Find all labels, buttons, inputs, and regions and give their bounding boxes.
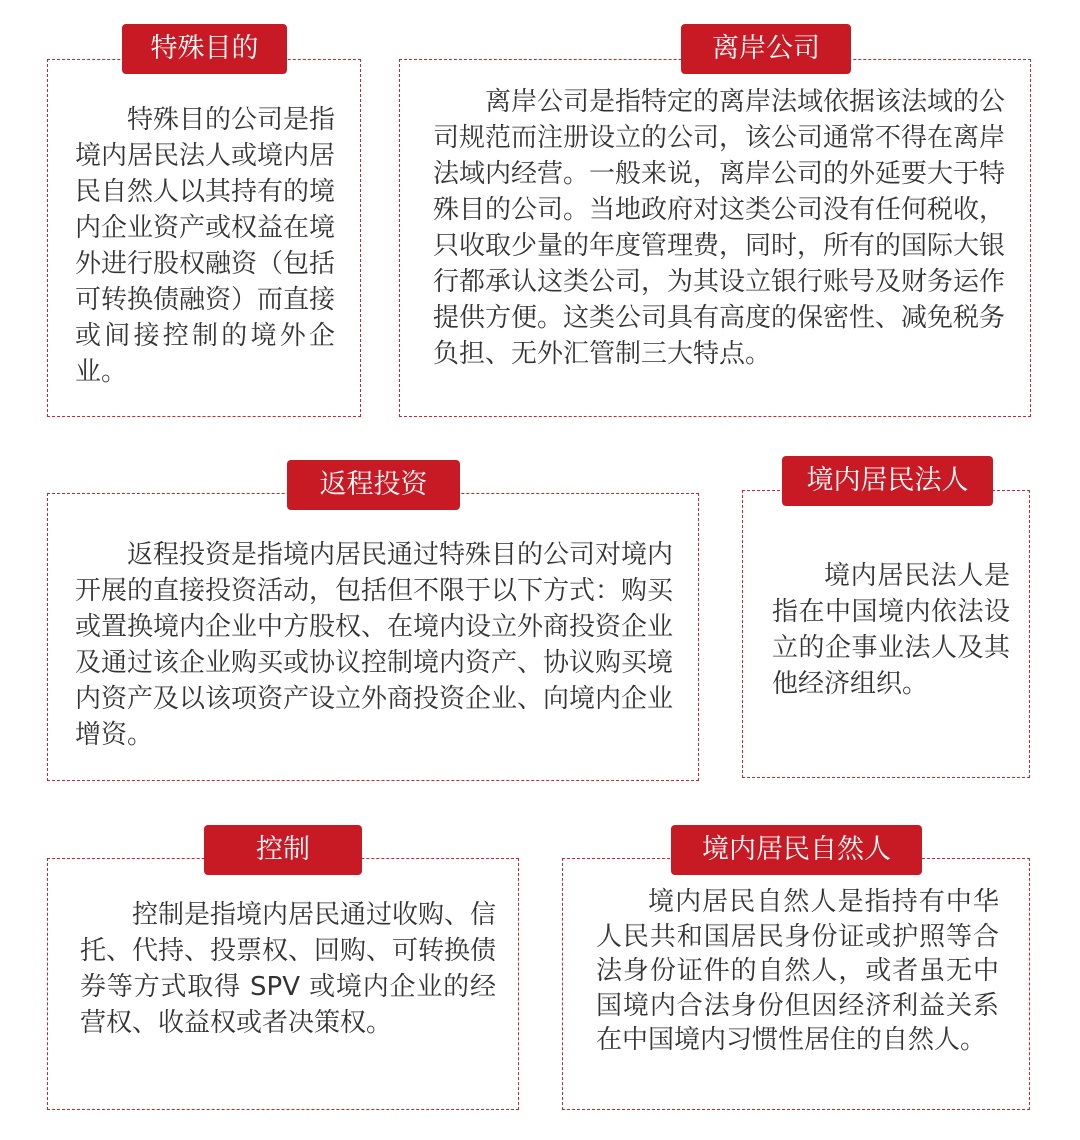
card-natural-person-title: 境内居民自然人 [671, 825, 922, 875]
card-control-text: 控制是指境内居民通过收购、信托、代持、投票权、回购、可转换债券等方式取得 SPV 或境内企业的经营权、收益权或者决策权。 [80, 900, 497, 1038]
card-round-trip-text: 返程投资是指境内居民通过特殊目的公司对境内开展的直接投资活动，包括但不限于以下方式：购买或置换境内企业中方股权、在境内设立外商投资企业及通过该企业购买或协议控制境内资产、协议购买境内资产及以该项资产设立外商投资企业、向境内企业增资。 [75, 540, 674, 750]
card-spv-text: 特殊目的公司是指境内居民法人或境内居民自然人以其持有的境内企业资产或权益在境外进行股权融资（包括可转换债融资）而直接或间接控制的境外企业。 [75, 105, 336, 387]
card-spv-title: 特殊目的 [122, 24, 287, 74]
card-round-trip-title: 返程投资 [287, 460, 460, 510]
card-offshore-text: 离岸公司是指特定的离岸法域依据该法域的公司规范而注册设立的公司，该公司通常不得在离岸法域内经营。一般来说，离岸公司的外延要大于特殊目的公司。当地政府对这类公司没有任何税收，只收取少量的年度管理费，同时，所有的国际大银行都承认这类公司，为其设立银行账号及财务运作提供方便。这类公司具有高度的保密性、减免税务负担、无外汇管制三大特点。 [433, 87, 1006, 369]
card-legal-person-text: 境内居民法人是指在中国境内依法设立的企事业法人及其他经济组织。 [772, 561, 1010, 699]
card-natural-person-text: 境内居民自然人是指持有中华人民共和国居民身份证或护照等合法身份证件的自然人，或者虽无中国境内合法身份但因经济利益关系在中国境内习惯性居住的自然人。 [596, 887, 999, 1055]
card-offshore-title: 离岸公司 [681, 24, 851, 74]
card-control-title: 控制 [204, 825, 362, 875]
card-legal-person-title: 境内居民法人 [782, 456, 993, 506]
